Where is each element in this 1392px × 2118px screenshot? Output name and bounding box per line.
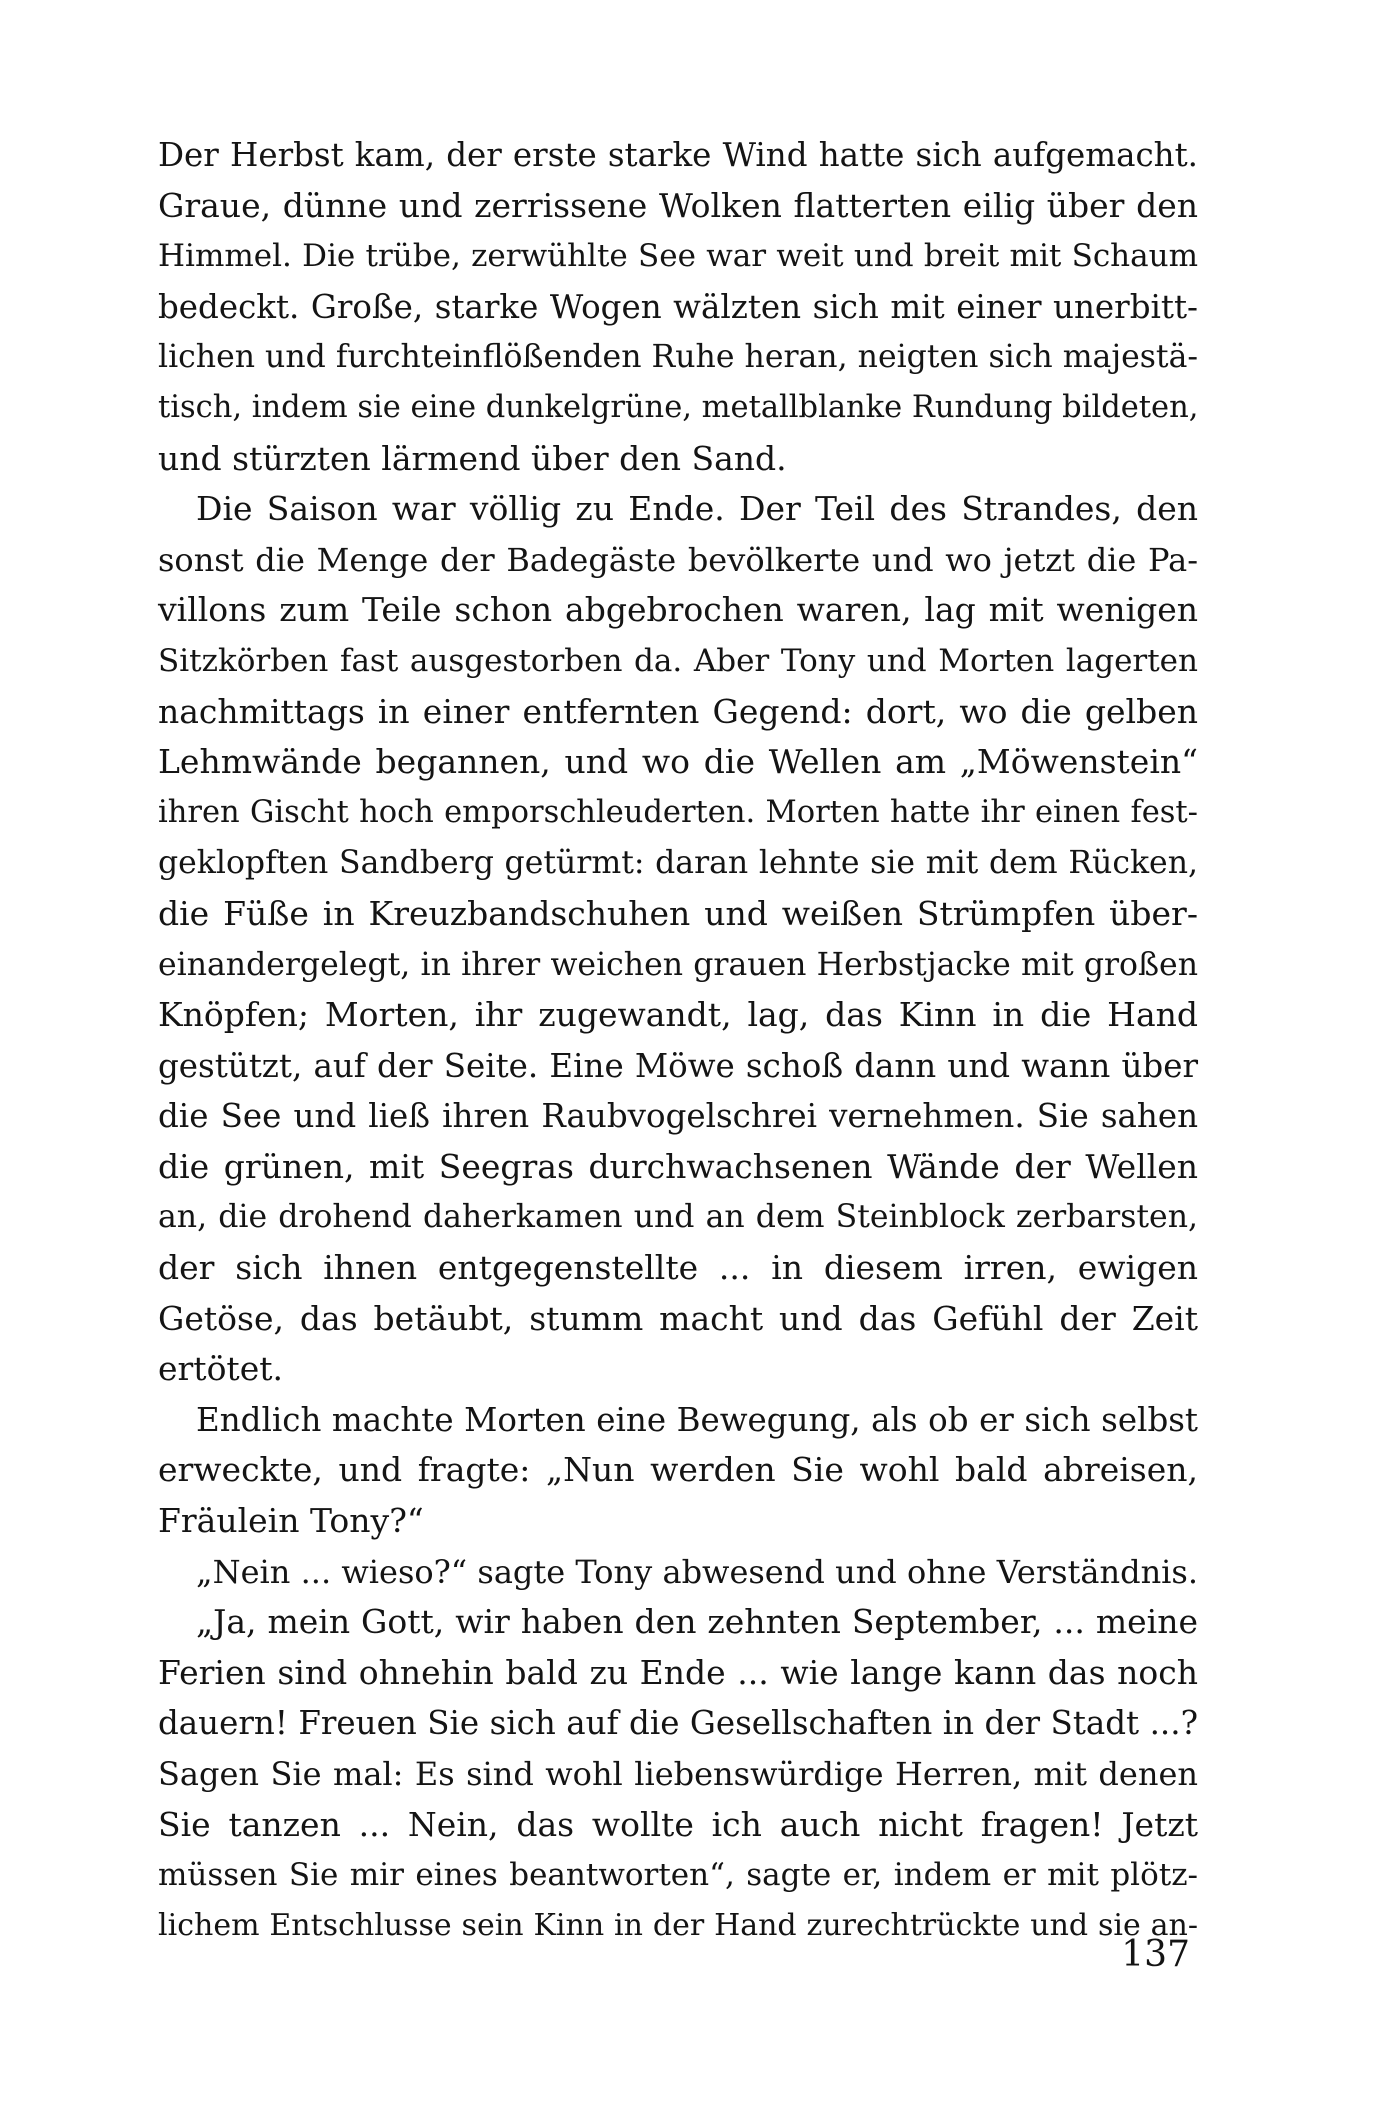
text-line: müssen Sie mir eines beantworten“, sagte er, indem er mit plötz- [158,1857,1198,1894]
text-line: ertötet. [158,1349,283,1389]
text-line: Sitzkörben fast ausgestorben da. Aber Tony und Morten lagerten [158,642,1198,679]
page-number: 137 [1121,1934,1190,1975]
text-line: Sie tanzen ... Nein, das wollte ich auch nicht fragen! Jetzt [158,1804,1198,1844]
text-line: Lehmwände begannen, und wo die Wellen am „Möwenstein“ [158,742,1198,782]
text-line: sonst die Menge der Badegäste bevölkerte und wo jetzt die Pa- [158,540,1198,579]
text-line: bedeckt. Große, starke Wogen wälzten sich mit einer unerbitt- [158,287,1198,326]
body-text [158,130,1198,1951]
text-line: „Nein ... wieso?“ sagte Tony abwesend und ohne Verständnis. [196,1552,1198,1591]
text-line: die grünen, mit Seegras durchwachsenen Wände der Wellen [158,1146,1198,1186]
text-line: Getöse, das betäubt, stumm macht und das Gefühl der Zeit [158,1298,1198,1338]
text-line: villons zum Teile schon abgebrochen waren, lag mit wenigen [158,590,1198,630]
text-line: tisch, indem sie eine dunkelgrüne, metallblanke Rundung bildeten, [158,389,1199,425]
text-line: dauern! Freuen Sie sich auf die Gesellschaften in der Stadt ...? [158,1704,1198,1743]
text-line: „Ja, mein Gott, wir haben den zehnten September, ... meine [196,1602,1198,1642]
text-line: Die Saison war völlig zu Ende. Der Teil des Strandes, den [196,489,1198,529]
text-line: nachmittags in einer entfernten Gegend: dort, wo die gelben [158,691,1198,731]
text-line: Ferien sind ohnehin bald zu Ende ... wie lange kann das noch [158,1652,1198,1692]
text-line: ihren Gischt hoch emporschleuderten. Morten hatte ihr einen fest- [158,794,1198,830]
text-line: der sich ihnen entgegenstellte ... in diesem irren, ewigen [158,1248,1198,1288]
text-line: Endlich machte Morten eine Bewegung, als ob er sich selbst [196,1400,1198,1439]
text-line: an, die drohend daherkamen und an dem Steinblock zerbarsten, [158,1199,1198,1236]
text-line: erweckte, und fragte: „Nun werden Sie wohl bald abreisen, [158,1450,1198,1490]
text-line: lichem Entschlusse sein Kinn in der Hand zurechtrückte und sie an- [158,1907,1198,1943]
text-line: geklopften Sandberg getürmt: daran lehnte sie mit dem Rücken, [158,845,1198,882]
text-line: lichen und furchteinflößenden Ruhe heran, neigten sich majestä- [158,339,1198,376]
text-line: gestützt, auf der Seite. Eine Möwe schoß dann und wann über [158,1046,1198,1085]
text-line: Fräulein Tony?“ [158,1501,424,1541]
text-line: Sagen Sie mal: Es sind wohl liebenswürdige Herren, mit denen [158,1755,1198,1793]
text-line: Der Herbst kam, der erste starke Wind hatte sich aufgemacht. [158,136,1198,174]
text-line: einandergelegt, in ihrer weichen grauen Herbstjacke mit großen [158,946,1198,983]
text-line: und stürzten lärmend über den Sand. [158,438,787,478]
text-line: Knöpfen; Morten, ihr zugewandt, lag, das Kinn in die Hand [158,995,1198,1035]
text-line: Graue, dünne und zerrissene Wolken flatterten eilig über den [158,185,1198,225]
text-line: die Füße in Kreuzbandschuhen und weißen Strümpfen über- [158,893,1198,933]
text-line: Himmel. Die trübe, zerwühlte See war weit und breit mit Schaum [158,238,1198,275]
text-line: die See und ließ ihren Raubvogelschrei vernehmen. Sie sahen [158,1097,1198,1136]
